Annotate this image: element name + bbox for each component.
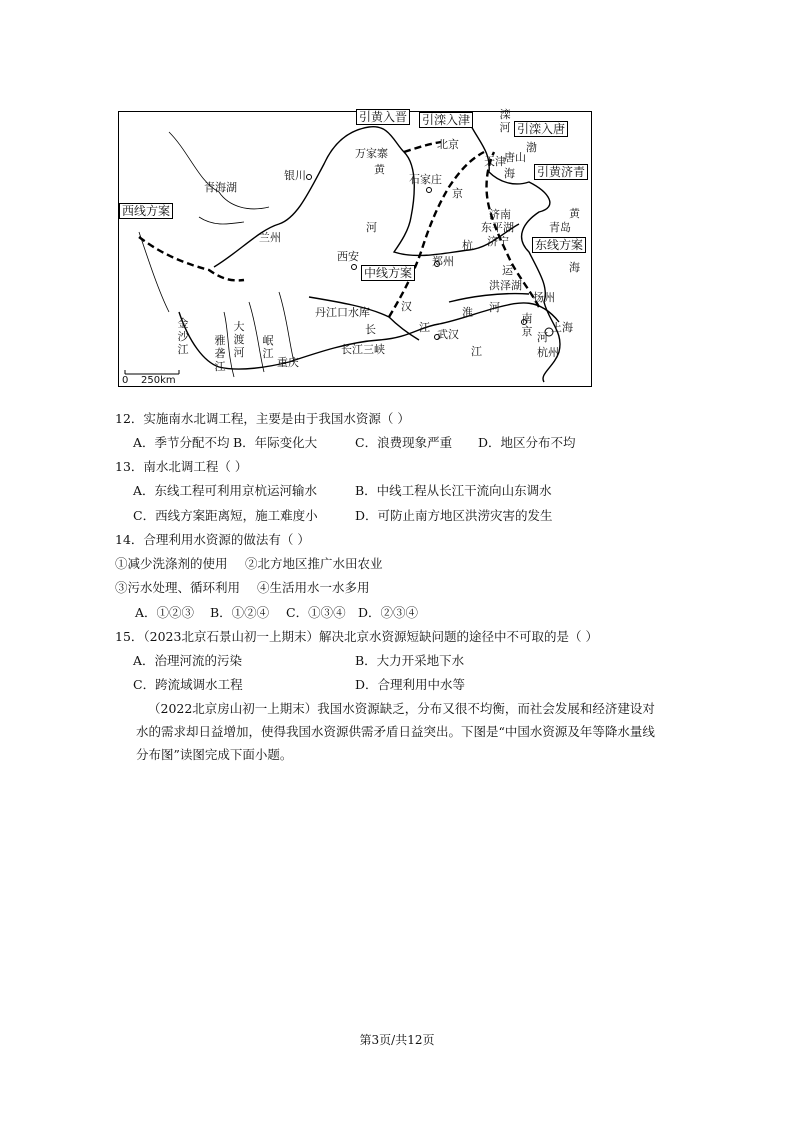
q14-option-b[interactable]: B．①②④ [210,605,270,620]
label-yalong: 雅砻江 [214,334,226,373]
label-yinluanrutang: 引滦入唐 [514,121,568,137]
q14-option-c[interactable]: C．①③④ [286,605,346,620]
q15-option-d[interactable]: D．合理利用中水等 [355,677,466,692]
label-zhongxian: 中线方案 [361,265,415,281]
q13-option-c[interactable]: C．西线方案距离短，施工难度小 [133,508,318,523]
q12-option-d[interactable]: D．地区分布不均 [478,435,576,450]
label-huai: 淮 [462,306,473,319]
q14-item-4: ④生活用水一水多用 [257,580,370,595]
label-bo: 渤 [526,141,537,154]
label-danjiangkou: 丹江口水库 [315,306,370,319]
label-jinsha: 金沙江 [177,317,189,356]
label-tangshan: 唐山 [504,151,526,164]
label-dadu: 大渡河 [233,320,245,359]
label-hai1: 海 [504,167,515,180]
city-dot [307,175,312,180]
south-north-water-diversion-map [118,108,592,387]
label-min: 岷江 [262,334,274,360]
question-12-stem: 12．实施南水北调工程，主要是由于我国水资源（ ） [115,411,410,426]
label-chongqing: 重庆 [277,356,299,369]
label-wuhan: 武汉 [437,328,459,341]
label-qinghaihu: 青海湖 [204,181,237,194]
question-15-stem: 15．（2023北京石景山初一上期末）解决北京水资源短缺问题的途径中不可取的是（ ） [115,629,598,644]
label-yun: 运 [502,264,513,277]
label-wanjiazhai: 万家寨 [355,147,388,160]
label-nan: 南 [521,312,533,325]
label-shanghai: 上海 [551,321,573,334]
question-14-stem: 14．合理利用水资源的做法有（ ） [115,532,310,547]
label-jiang: 江 [419,321,430,334]
label-hang: 杭 [462,239,473,252]
label-he2: 河 [489,301,500,314]
q12-option-b[interactable]: B．年际变化大 [233,435,318,450]
q14-item-1: ①减少洗涤剂的使用 [115,556,228,571]
boundary-line [169,132,269,209]
label-chang: 长 [365,323,376,336]
label-hai2: 海 [569,261,580,274]
scale-length: 250km [141,375,176,386]
city-dot [427,188,432,193]
label-xian: 西安 [337,250,359,263]
q15-option-a[interactable]: A．治理河流的污染 [133,653,243,668]
q13-option-b[interactable]: B．中线工程从长江干流向山东调水 [355,483,552,498]
q13-option-a[interactable]: A．东线工程可利用京杭运河输水 [133,483,318,498]
boundary-line [199,217,244,224]
label-he: 河 [366,221,377,234]
label-luanhe: 滦河 [499,108,511,134]
label-sanxia: 长江三峡 [341,343,385,356]
label-lanzhou: 兰州 [259,231,281,244]
label-han: 汉 [401,300,412,313]
label-yinhuangrujin: 引黄入晋 [356,109,410,125]
boundary-line [279,292,294,362]
q14-item-2: ②北方地区推广水田农业 [245,556,383,571]
label-jinan: 济南 [489,208,511,221]
q13-option-d[interactable]: D．可防止南方地区洪涝灾害的发生 [355,508,553,523]
q14-option-a[interactable]: A．①②③ [135,605,195,620]
label-yangzhou: 扬州 [533,291,555,304]
label-hangzhou: 杭州 [537,346,559,359]
label-yinluanrujin: 引滦入津 [419,112,473,128]
boundary-line [139,232,169,312]
q12-option-a[interactable]: A．季节分配不均 [133,435,230,450]
scale-bar [125,370,179,374]
label-qingdao: 青岛 [549,221,571,234]
question-13-stem: 13．南水北调工程（ ） [115,459,248,474]
q12-option-c[interactable]: C．浪费现象严重 [355,435,453,450]
label-huang-sea: 黄 [569,207,580,220]
label-hongzehu: 洪泽湖 [489,279,522,292]
label-dongxian: 东线方案 [532,237,586,253]
reading-passage: （2022北京房山初一上期末）我国水资源缺乏，分布又很不均衡，而社会发展和经济建设对水的需求却日益增加，使得我国水资源供需矛盾日益突出。下图是“中国水资源及年等降水量线分布图”读图完成下面小题。 [136,701,655,762]
page-footer: 第3页/共12页 [359,1033,435,1047]
label-zhengzhou: 郑州 [432,255,454,268]
label-yinhuangjiqing: 引黄济青 [534,164,588,180]
q14-item-3: ③污水处理、循环利用 [115,580,241,595]
label-jing: 京 [452,187,463,200]
label-xixian: 西线方案 [119,203,173,219]
label-he3: 河 [537,331,548,344]
label-yinchuan: 银川 [284,169,306,182]
city-dot [352,265,357,270]
q15-option-b[interactable]: B．大力开采地下水 [355,653,465,668]
label-nan-jing [521,312,533,338]
scale-zero: 0 [122,375,129,386]
shanxi-route-line [404,142,441,152]
label-shijiazhuang: 石家庄 [409,173,442,186]
label-huang-river: 黄 [374,163,385,176]
west-route-line [139,237,244,280]
label-tianjin: 天津 [484,155,506,168]
label-jiang2: 江 [471,345,482,358]
label-jing2: 京 [521,325,533,338]
q15-option-c[interactable]: C．跨流域调水工程 [133,677,243,692]
label-beijing: 北京 [437,138,459,151]
label-jining: 济宁 [487,235,509,248]
q14-option-d[interactable]: D．②③④ [358,605,419,620]
label-dongpinghu: 东平湖 [481,221,514,234]
